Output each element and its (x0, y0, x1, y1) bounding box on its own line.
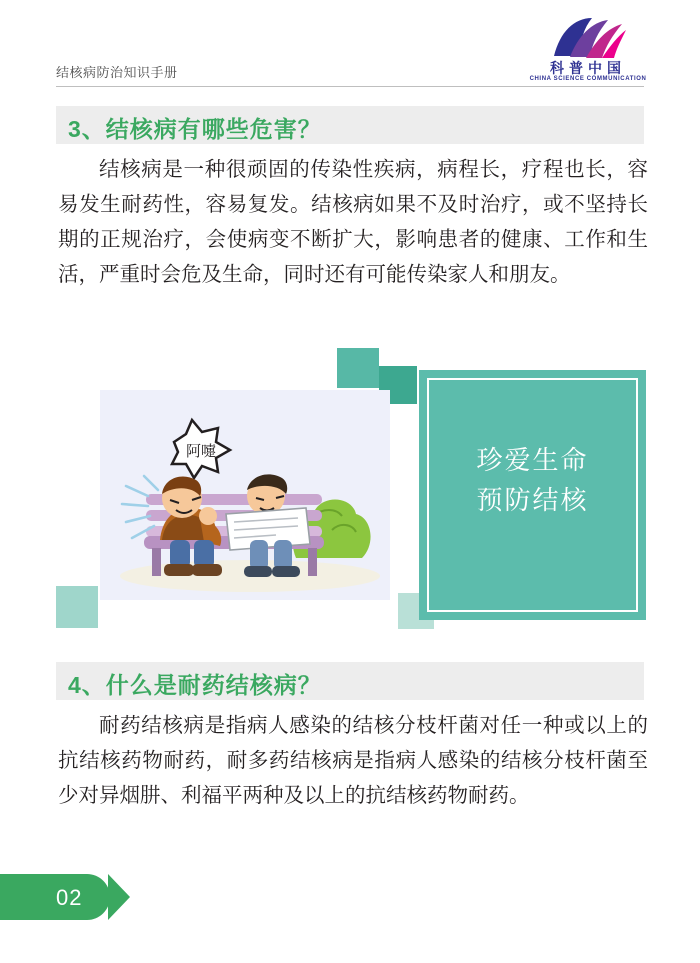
page-number-arrow (108, 874, 130, 920)
decor-square-teal-a (337, 348, 379, 388)
section-body-3: 结核病是一种很顽固的传染性疾病，病程长，疗程也长，容易发生耐药性，容易复发。结核病如果不及时治疗，或不坚持长期的正规治疗，会使病变不断扩大，影响患者的健康、工作和生活，严重时会危及生命，同时还有可能传染家人和朋友。 (58, 158, 648, 286)
slogan-text (427, 440, 638, 520)
brand-logo (528, 16, 648, 82)
page-header (0, 0, 700, 92)
slogan-line-2: 预防结核 (476, 485, 589, 515)
speech-bubble-text: 阿嚏 (185, 443, 217, 460)
section-title-3: 3、结核病有哪些危害？ (68, 116, 322, 142)
page-footer (0, 874, 190, 920)
booklet-title: 结核病防治知识手册 (56, 65, 178, 80)
section-title-4: 4、什么是耐药结核病？ (68, 672, 322, 698)
page-number: 02 (56, 885, 83, 910)
section-body-4: 耐药结核病是指病人感染的结核分枝杆菌对任一种或以上的抗结核药物耐药，耐多药结核病是指病人感染的结核分枝杆菌至少对异烟肼、利福平两种及以上的抗结核药物耐药。 (58, 714, 648, 807)
decor-square-light-left (56, 586, 98, 628)
cartoon-illustration (100, 390, 390, 600)
header-divider (56, 86, 644, 87)
section-heading-4 (56, 662, 644, 700)
logo-name-cn: 科普中国 (550, 60, 626, 76)
page-number-tab (0, 874, 110, 920)
section-heading-3 (56, 106, 644, 144)
slogan-line-1: 珍爱生命 (476, 445, 589, 475)
logo-ribbon-icon (550, 16, 626, 60)
illustration-block (56, 348, 646, 636)
logo-name-en: CHINA SCIENCE COMMUNICATION (529, 76, 647, 82)
